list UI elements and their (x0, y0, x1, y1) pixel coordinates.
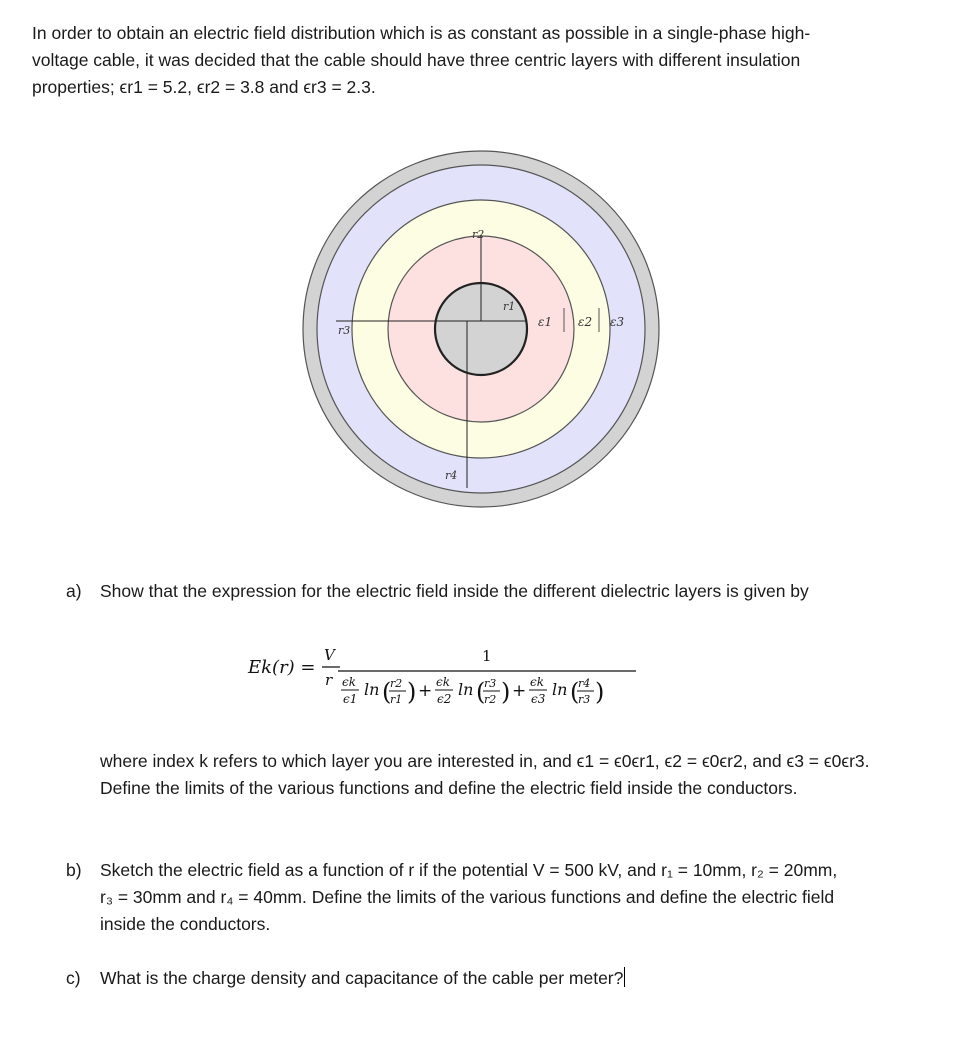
where-line-1: where index k refers to which layer you are interested in, and ϵ1 = ϵ0ϵr1, ϵ2 = ϵ0ϵr2, and ϵ3 = ϵ0ϵr3. (100, 751, 870, 771)
part-b-line-3: inside the conductors. (100, 914, 271, 934)
plus-1: + (418, 681, 433, 701)
term2-r3: r3 (484, 677, 497, 690)
intro-line-3: properties; ϵr1 = 5.2, ϵr2 = 3.8 and ϵr3 = 2.3. (32, 77, 376, 97)
label-r2: r2 (472, 228, 485, 241)
term1-paren-open: ( (382, 678, 392, 706)
term3-paren-close: ) (595, 678, 605, 706)
electric-field-formula (244, 640, 664, 720)
cable-cross-section-figure (300, 148, 662, 510)
term1-ln: ln (364, 680, 380, 699)
term1-r2: r2 (390, 677, 403, 690)
term3-r3: r3 (578, 693, 591, 706)
text-cursor[interactable] (624, 967, 625, 987)
part-b-label: b) (66, 860, 82, 880)
term1-ek: ϵk (342, 675, 356, 689)
term3-ek: ϵk (530, 675, 544, 689)
formula-numerator-1: 1 (482, 647, 492, 665)
part-a-label: a) (66, 581, 82, 601)
term1-paren-close: ) (407, 678, 417, 706)
term3-r4: r4 (578, 677, 591, 690)
formula-numerator-v: V (324, 646, 335, 664)
term3-e3: ϵ3 (531, 692, 546, 706)
plus-2: + (512, 681, 527, 701)
term1-e1: ϵ1 (343, 692, 358, 706)
term1-r1: r1 (390, 693, 403, 706)
part-b-line-1: Sketch the electric field as a function of r if the potential V = 500 kV, and r₁ = 10mm, r₂ = 20mm, (100, 860, 838, 880)
term2-r2: r2 (484, 693, 497, 706)
label-epsilon-3: ε3 (610, 315, 625, 329)
term2-ek: ϵk (436, 675, 450, 689)
problem-intro (32, 20, 932, 101)
label-epsilon-1: ε1 (538, 315, 553, 329)
term3-paren-open: ( (570, 678, 580, 706)
formula-r: r (325, 671, 333, 689)
term3-ln: ln (552, 680, 568, 699)
where-line-2: Define the limits of the various functions and define the electric field inside the conductors. (100, 778, 798, 798)
intro-line-2: voltage cable, it was decided that the cable should have three centric layers with different insulation (32, 50, 801, 70)
term2-paren-open: ( (476, 678, 486, 706)
part-b-line-2: r₃ = 30mm and r₄ = 40mm. Define the limits of the various functions and define the electric field (100, 887, 835, 907)
part-a-text: Show that the expression for the electric field inside the different dielectric layers is given by (100, 581, 809, 601)
part-c-text: What is the charge density and capacitance of the cable per meter? (100, 968, 624, 988)
label-epsilon-2: ε2 (578, 315, 593, 329)
definitions-paragraph (100, 748, 960, 802)
intro-line-1: In order to obtain an electric field distribution which is as constant as possible in a single-phase high- (32, 23, 811, 43)
formula-lhs: Ek(r) = (248, 657, 316, 678)
term2-ln: ln (458, 680, 474, 699)
term2-paren-close: ) (501, 678, 511, 706)
label-r3: r3 (338, 324, 351, 337)
term2-e2: ϵ2 (437, 692, 452, 706)
label-r4: r4 (445, 469, 458, 482)
label-r1: r1 (503, 300, 516, 313)
part-c-label: c) (66, 968, 81, 988)
